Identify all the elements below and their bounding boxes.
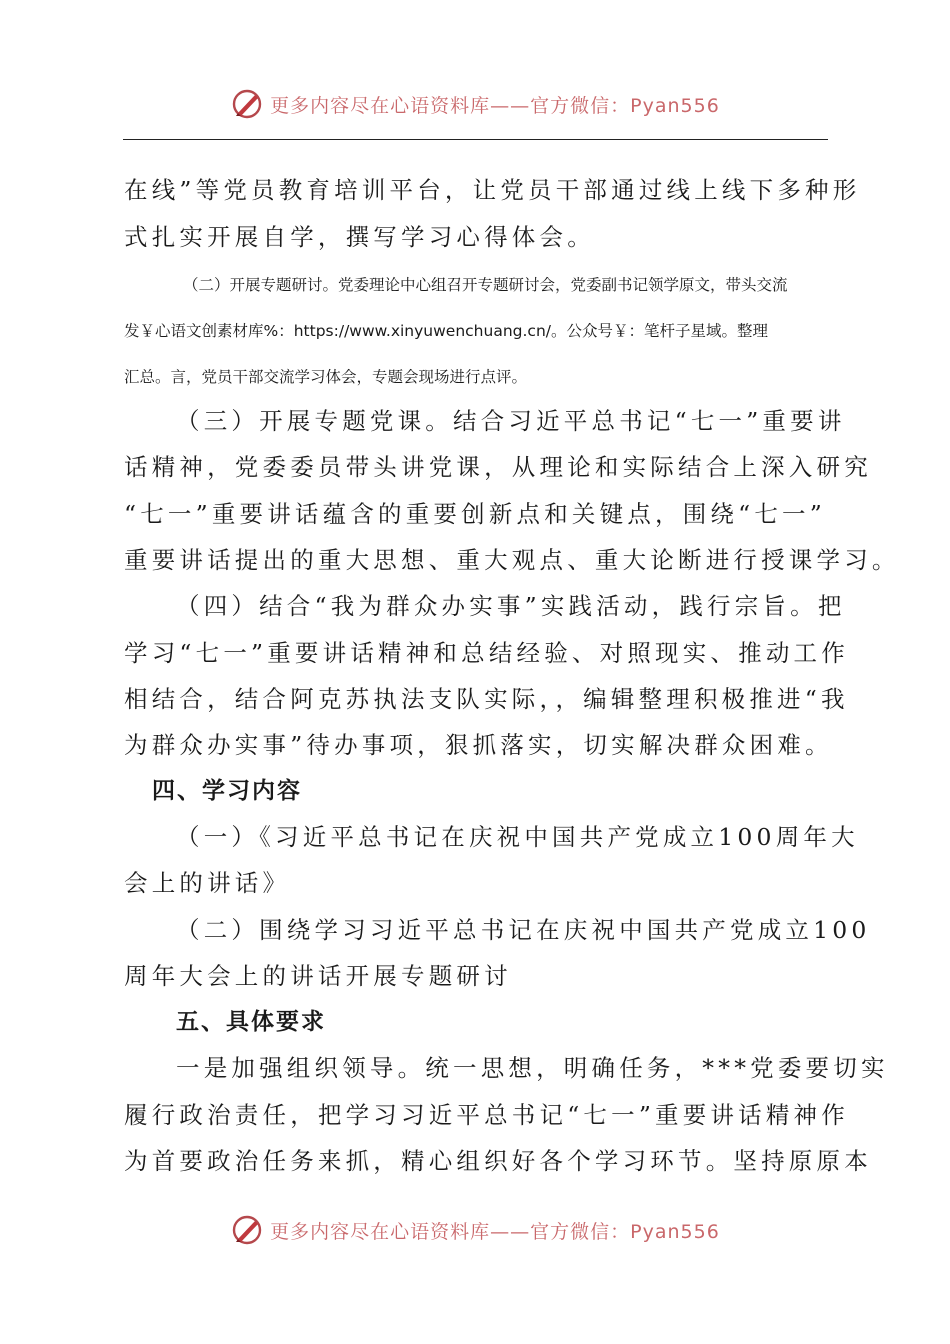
- section-heading-5: 五、具体要求: [176, 1009, 326, 1035]
- banner-text: 更多内容尽在心语资料库——官方微信：Pyan556: [270, 94, 720, 117]
- body-line: 为群众办实事”待办事项，狠抓落实，切实解决群众困难。: [124, 731, 833, 759]
- wechat-id: Pyan556: [630, 94, 720, 117]
- body-line-small: 发￥心语文创素材库%：https://www.xinyuwenchuang.cn/。公众号￥：笔杆子星域。整理: [124, 322, 768, 340]
- body-line: （四）结合“我为群众办实事”实践活动，践行宗旨。把: [176, 592, 846, 620]
- body-line: 重要讲话提出的重大思想、重大观点、重大论断进行授课学习。: [124, 546, 900, 574]
- body-line-small: （二）开展专题研讨。党委理论中心组召开专题研讨会，党委副书记领学原文，带头交流: [183, 276, 788, 294]
- banner-text: 更多内容尽在心语资料库——官方微信：Pyan556: [270, 1220, 720, 1243]
- body-line: 履行政治责任，把学习习近平总书记“七一”重要讲话精神作: [124, 1101, 849, 1129]
- body-line: 话精神，党委委员带头讲党课，从理论和实际结合上深入研究: [124, 453, 872, 481]
- wechat-id: Pyan556: [630, 1220, 720, 1243]
- body-line: 学习“七一”重要讲话精神和总结经验、对照现实、推动工作: [124, 639, 849, 667]
- body-line: （一）《习近平总书记在庆祝中国共产党成立100周年大: [176, 823, 859, 851]
- body-line: （三）开展专题党课。结合习近平总书记“七一”重要讲: [176, 407, 846, 435]
- section-heading-4: 四、学习内容: [152, 778, 302, 804]
- header-banner: [0, 84, 950, 124]
- body-line: （二）围绕学习习近平总书记在庆祝中国共产党成立100: [176, 916, 871, 944]
- body-line-small: 汇总。言，党员干部交流学习体会，专题会现场进行点评。: [124, 368, 528, 386]
- header-rule: [123, 139, 828, 140]
- body-line: 相结合，结合阿克苏执法支队实际，，编辑整理积极推进“我: [124, 685, 849, 713]
- pen-logo-icon: [230, 1213, 264, 1247]
- footer-banner: [0, 1210, 950, 1250]
- body-line: 式扎实开展自学，撰写学习心得体会。: [124, 223, 595, 251]
- body-line: “七一”重要讲话蕴含的重要创新点和关键点，围绕“七一”: [124, 500, 826, 528]
- body-line: 为首要政治任务来抓，精心组织好各个学习环节。坚持原原本: [124, 1147, 872, 1175]
- pen-logo-icon: [230, 87, 264, 121]
- body-line: 周年大会上的讲话开展专题研讨: [124, 962, 512, 990]
- body-line: 一是加强组织领导。统一思想，明确任务，***党委要切实: [176, 1054, 889, 1082]
- body-line: 会上的讲话》: [124, 869, 291, 897]
- body-line: 在线”等党员教育培训平台，让党员干部通过线上线下多种形: [124, 176, 861, 204]
